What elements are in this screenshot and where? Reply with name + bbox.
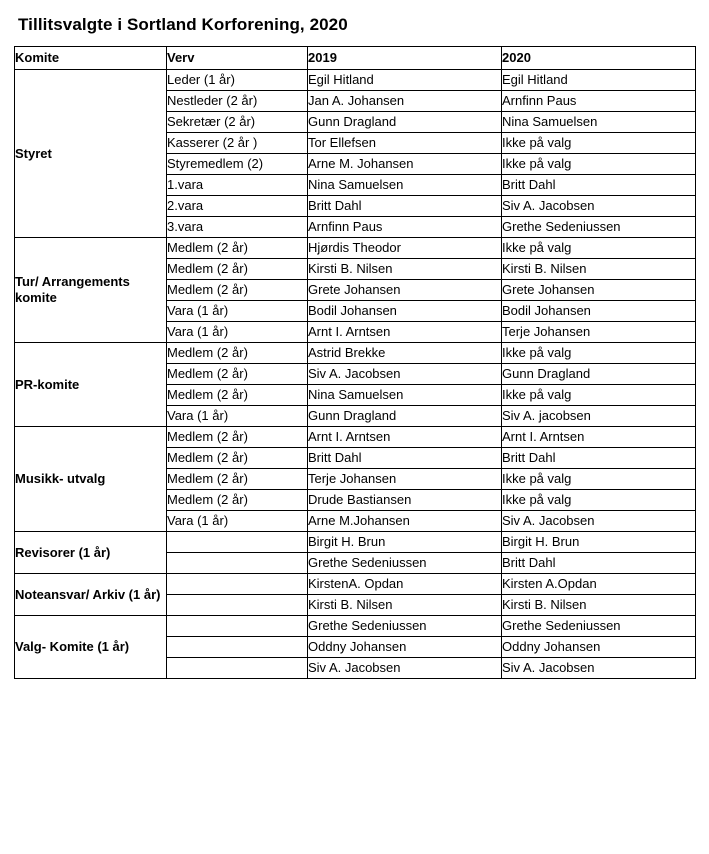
column-header-2019: 2019 xyxy=(308,47,502,70)
verv-cell: Medlem (2 år) xyxy=(167,469,308,490)
year-2020-cell: Britt Dahl xyxy=(502,553,696,574)
table-row xyxy=(15,427,696,448)
verv-cell: 3.vara xyxy=(167,217,308,238)
year-2019-cell: Siv A. Jacobsen xyxy=(308,364,502,385)
year-2020-cell: Birgit H. Brun xyxy=(502,532,696,553)
column-header-2020: 2020 xyxy=(502,47,696,70)
year-2020-cell: Ikke på valg xyxy=(502,133,696,154)
year-2019-cell: Grethe Sedeniussen xyxy=(308,616,502,637)
year-2019-cell: Gunn Dragland xyxy=(308,112,502,133)
table-row xyxy=(15,574,696,595)
year-2020-cell: Britt Dahl xyxy=(502,175,696,196)
year-2020-cell: Kirsten A.Opdan xyxy=(502,574,696,595)
year-2019-cell: Terje Johansen xyxy=(308,469,502,490)
verv-cell xyxy=(167,532,308,553)
year-2020-cell: Egil Hitland xyxy=(502,70,696,91)
year-2020-cell: Grete Johansen xyxy=(502,280,696,301)
year-2020-cell: Nina Samuelsen xyxy=(502,112,696,133)
verv-cell xyxy=(167,658,308,679)
year-2020-cell: Siv A. Jacobsen xyxy=(502,511,696,532)
year-2019-cell: Arne M.Johansen xyxy=(308,511,502,532)
year-2019-cell: Nina Samuelsen xyxy=(308,385,502,406)
year-2019-cell: Britt Dahl xyxy=(308,448,502,469)
year-2019-cell: Britt Dahl xyxy=(308,196,502,217)
year-2019-cell: Birgit H. Brun xyxy=(308,532,502,553)
year-2019-cell: Grethe Sedeniussen xyxy=(308,553,502,574)
group-label-cell: Revisorer (1 år) xyxy=(15,532,167,574)
verv-cell: Medlem (2 år) xyxy=(167,238,308,259)
year-2019-cell: Hjørdis Theodor xyxy=(308,238,502,259)
verv-cell: Medlem (2 år) xyxy=(167,343,308,364)
year-2019-cell: Kirsti B. Nilsen xyxy=(308,595,502,616)
year-2020-cell: Ikke på valg xyxy=(502,343,696,364)
tillitsvalgte-table xyxy=(14,46,696,679)
year-2019-cell: Kirsti B. Nilsen xyxy=(308,259,502,280)
year-2020-cell: Kirsti B. Nilsen xyxy=(502,259,696,280)
year-2019-cell: Tor Ellefsen xyxy=(308,133,502,154)
column-header-komite: Komite xyxy=(15,47,167,70)
verv-cell xyxy=(167,616,308,637)
verv-cell xyxy=(167,637,308,658)
year-2019-cell: Gunn Dragland xyxy=(308,406,502,427)
year-2020-cell: Ikke på valg xyxy=(502,154,696,175)
verv-cell: Medlem (2 år) xyxy=(167,280,308,301)
verv-cell: Medlem (2 år) xyxy=(167,364,308,385)
verv-cell: Medlem (2 år) xyxy=(167,259,308,280)
table-body xyxy=(15,70,696,679)
year-2020-cell: Britt Dahl xyxy=(502,448,696,469)
year-2020-cell: Arnt I. Arntsen xyxy=(502,427,696,448)
table-row xyxy=(15,532,696,553)
verv-cell: Leder (1 år) xyxy=(167,70,308,91)
year-2019-cell: Arne M. Johansen xyxy=(308,154,502,175)
verv-cell: Medlem (2 år) xyxy=(167,490,308,511)
verv-cell xyxy=(167,574,308,595)
year-2020-cell: Oddny Johansen xyxy=(502,637,696,658)
year-2020-cell: Arnfinn Paus xyxy=(502,91,696,112)
group-label-cell: PR-komite xyxy=(15,343,167,427)
verv-cell: Vara (1 år) xyxy=(167,511,308,532)
column-header-verv: Verv xyxy=(167,47,308,70)
verv-cell: 2.vara xyxy=(167,196,308,217)
year-2019-cell: Arnfinn Paus xyxy=(308,217,502,238)
group-label-cell: Noteansvar/ Arkiv (1 år) xyxy=(15,574,167,616)
group-label-cell: Valg- Komite (1 år) xyxy=(15,616,167,679)
year-2019-cell: Siv A. Jacobsen xyxy=(308,658,502,679)
year-2020-cell: Ikke på valg xyxy=(502,385,696,406)
verv-cell: Vara (1 år) xyxy=(167,406,308,427)
year-2019-cell: Drude Bastiansen xyxy=(308,490,502,511)
verv-cell xyxy=(167,595,308,616)
year-2019-cell: KirstenA. Opdan xyxy=(308,574,502,595)
verv-cell: 1.vara xyxy=(167,175,308,196)
verv-cell xyxy=(167,553,308,574)
verv-cell: Medlem (2 år) xyxy=(167,448,308,469)
year-2020-cell: Grethe Sedeniussen xyxy=(502,616,696,637)
year-2020-cell: Siv A. Jacobsen xyxy=(502,658,696,679)
verv-cell: Nestleder (2 år) xyxy=(167,91,308,112)
year-2020-cell: Siv A. Jacobsen xyxy=(502,196,696,217)
table-row xyxy=(15,343,696,364)
year-2020-cell: Siv A. jacobsen xyxy=(502,406,696,427)
year-2020-cell: Ikke på valg xyxy=(502,469,696,490)
year-2020-cell: Gunn Dragland xyxy=(502,364,696,385)
table-row xyxy=(15,70,696,91)
group-label-cell: Musikk- utvalg xyxy=(15,427,167,532)
year-2019-cell: Astrid Brekke xyxy=(308,343,502,364)
year-2019-cell: Grete Johansen xyxy=(308,280,502,301)
group-label-cell: Tur/ Arrangements komite xyxy=(15,238,167,343)
year-2019-cell: Jan A. Johansen xyxy=(308,91,502,112)
year-2019-cell: Arnt I. Arntsen xyxy=(308,322,502,343)
year-2020-cell: Grethe Sedeniussen xyxy=(502,217,696,238)
verv-cell: Styremedlem (2) xyxy=(167,154,308,175)
verv-cell: Medlem (2 år) xyxy=(167,427,308,448)
year-2020-cell: Kirsti B. Nilsen xyxy=(502,595,696,616)
verv-cell: Vara (1 år) xyxy=(167,301,308,322)
year-2020-cell: Ikke på valg xyxy=(502,490,696,511)
verv-cell: Sekretær (2 år) xyxy=(167,112,308,133)
table-header xyxy=(15,47,696,70)
table-row xyxy=(15,238,696,259)
year-2020-cell: Terje Johansen xyxy=(502,322,696,343)
page-title: Tillitsvalgte i Sortland Korforening, 2020 xyxy=(18,15,348,34)
year-2019-cell: Oddny Johansen xyxy=(308,637,502,658)
verv-cell: Vara (1 år) xyxy=(167,322,308,343)
verv-cell: Kasserer (2 år ) xyxy=(167,133,308,154)
verv-cell: Medlem (2 år) xyxy=(167,385,308,406)
year-2020-cell: Bodil Johansen xyxy=(502,301,696,322)
year-2019-cell: Arnt I. Arntsen xyxy=(308,427,502,448)
table-row xyxy=(15,616,696,637)
year-2019-cell: Egil Hitland xyxy=(308,70,502,91)
table-header-row xyxy=(15,47,696,70)
year-2020-cell: Ikke på valg xyxy=(502,238,696,259)
group-label-cell: Styret xyxy=(15,70,167,238)
year-2019-cell: Bodil Johansen xyxy=(308,301,502,322)
year-2019-cell: Nina Samuelsen xyxy=(308,175,502,196)
